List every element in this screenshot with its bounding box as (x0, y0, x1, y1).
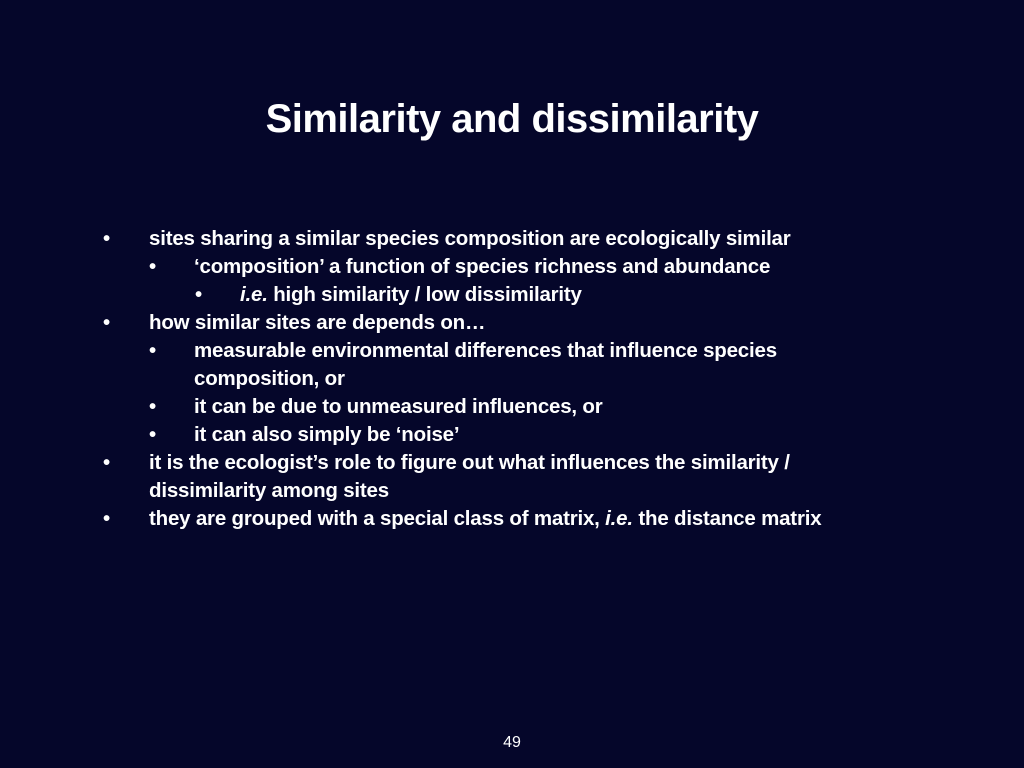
bullet-item-2 (103, 253, 943, 281)
bullet-text: high similarity / low dissimilarity (267, 283, 582, 306)
bullet-icon: • (149, 255, 156, 278)
bullet-icon: • (149, 423, 156, 446)
bullet-text: it is the ecologist’s role to figure out what influences the similarity / dissimilarity among sites (149, 451, 790, 502)
bullet-icon: • (195, 283, 202, 306)
page-number: 49 (503, 734, 521, 751)
bullet-item-4 (103, 309, 943, 337)
bullet-text: it can also simply be ‘noise’ (194, 423, 460, 446)
bullet-text: ‘composition’ a function of species richness and abundance (194, 255, 771, 278)
bullet-italic-prefix: i.e. (240, 283, 268, 306)
bullet-text: sites sharing a similar species composition are ecologically similar (149, 227, 791, 250)
bullet-icon: • (103, 507, 110, 530)
bullet-item-3 (103, 281, 943, 309)
bullet-icon: • (149, 395, 156, 418)
bullet-icon: • (103, 311, 110, 334)
bullet-list (103, 225, 943, 533)
bullet-item-8 (103, 449, 869, 505)
bullet-text: they are grouped with a special class of matrix, (149, 507, 606, 530)
bullet-item-5 (103, 337, 894, 393)
bullet-icon: • (149, 339, 156, 362)
bullet-item-6 (103, 393, 943, 421)
bullet-item-9 (103, 505, 943, 533)
slide-title: Similarity and dissimilarity (265, 97, 759, 141)
bullet-text-end: the distance matrix (632, 507, 822, 530)
bullet-icon: • (103, 227, 110, 250)
bullet-text: how similar sites are depends on… (149, 311, 486, 334)
bullet-text: measurable environmental differences that influence species composition, or (194, 339, 777, 390)
bullet-text: it can be due to unmeasured influences, or (194, 395, 603, 418)
bullet-icon: • (103, 451, 110, 474)
bullet-item-1 (103, 225, 943, 253)
bullet-italic-suffix: i.e. (605, 507, 633, 530)
bullet-item-7 (103, 421, 943, 449)
